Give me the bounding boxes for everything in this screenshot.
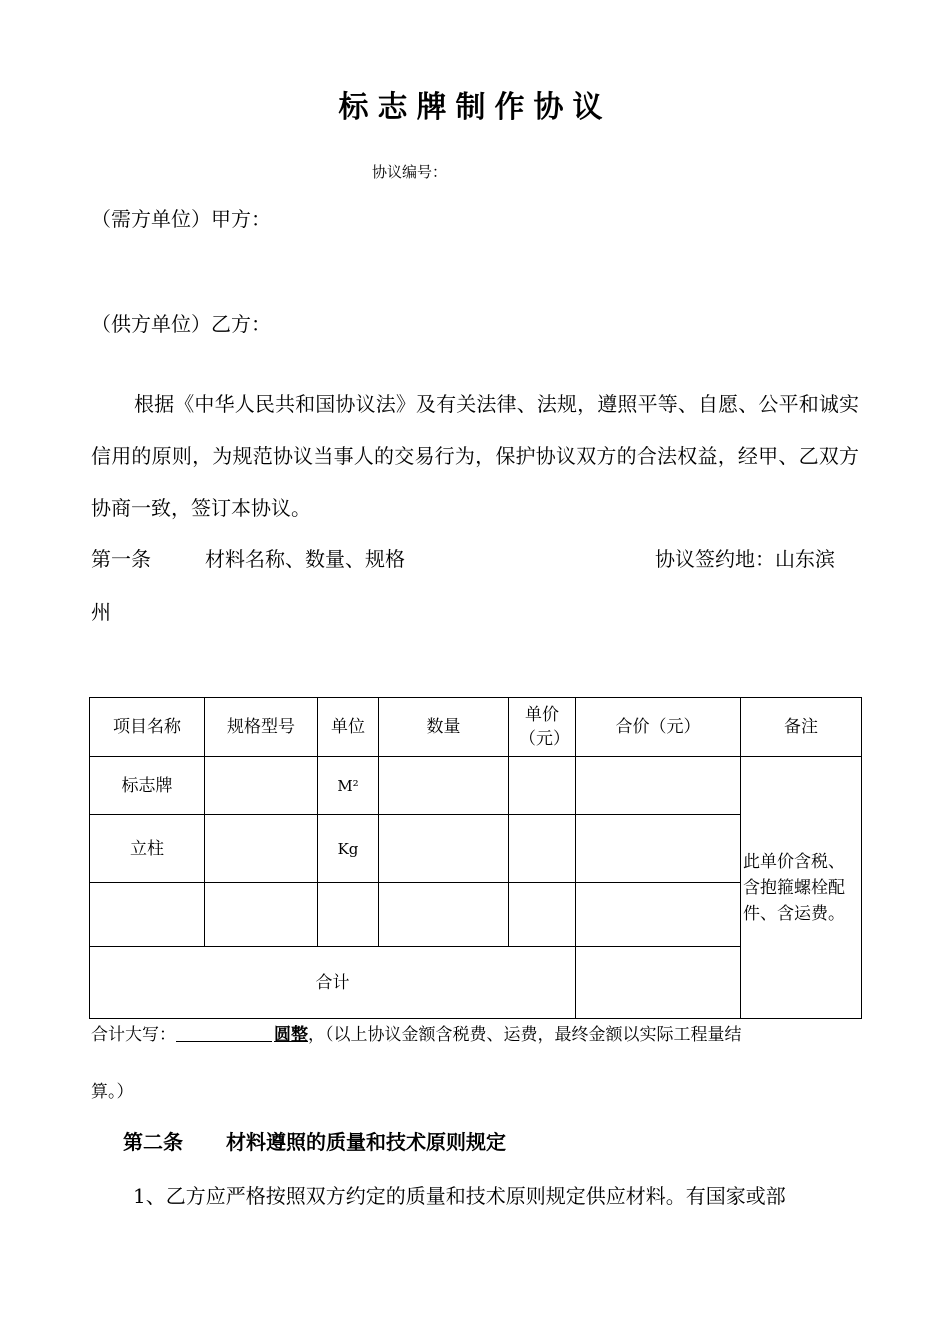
table-cell xyxy=(90,883,205,947)
table-cell xyxy=(205,757,318,815)
total-caps-label: 合计大写： xyxy=(91,1025,176,1045)
table-cell xyxy=(576,757,741,815)
total-caps-blank xyxy=(176,1025,272,1042)
table-cell xyxy=(205,815,318,883)
table-cell xyxy=(318,883,379,947)
total-value-cell xyxy=(576,947,741,1019)
table-cell: Kg xyxy=(318,815,379,883)
total-caps-suffix: 圆整 xyxy=(274,1025,308,1045)
agreement-number-label: 协议编号： xyxy=(372,163,448,181)
materials-table xyxy=(89,697,862,1019)
table-cell xyxy=(379,883,509,947)
signing-place-line2: 州 xyxy=(91,600,111,624)
article1-heading: 第一条 xyxy=(91,547,151,571)
table-cell xyxy=(379,815,509,883)
table-cell: 标志牌 xyxy=(90,757,205,815)
article2-heading: 第二条 xyxy=(123,1130,183,1154)
table-cell: 立柱 xyxy=(90,815,205,883)
table-header-row xyxy=(90,698,862,757)
document-title: 标志牌制作协议 xyxy=(338,90,612,125)
table-cell xyxy=(509,883,576,947)
table-cell xyxy=(509,757,576,815)
party-a-label: （需方单位）甲方： xyxy=(91,207,271,231)
header-cell: 单价（元） xyxy=(509,698,576,757)
table-cell xyxy=(576,815,741,883)
total-label: 合计 xyxy=(90,947,576,1019)
header-cell: 合价（元） xyxy=(576,698,741,757)
party-b-label: （供方单位）乙方： xyxy=(91,312,271,336)
header-cell: 数量 xyxy=(379,698,509,757)
table-cell xyxy=(576,883,741,947)
table-cell xyxy=(205,883,318,947)
signing-place-line1: 协议签约地：山东滨 xyxy=(655,547,835,571)
header-cell: 备注 xyxy=(741,698,862,757)
total-caps-note: ，（以上协议金额含税费、运费，最终金额以实际工程量结 xyxy=(308,1025,742,1045)
table-row xyxy=(90,757,862,815)
table-cell xyxy=(379,757,509,815)
total-caps-note-continued: 算。） xyxy=(91,1082,134,1102)
header-cell: 项目名称 xyxy=(90,698,205,757)
article1-title: 材料名称、数量、规格 xyxy=(205,547,405,571)
remark-cell: 此单价含税、含抱箍螺栓配件、含运费。 xyxy=(741,757,862,1019)
header-cell: 规格型号 xyxy=(205,698,318,757)
total-in-words-line xyxy=(91,1020,742,1045)
table-cell xyxy=(509,815,576,883)
header-cell: 单位 xyxy=(318,698,379,757)
article2-title: 材料遵照的质量和技术原则规定 xyxy=(226,1130,506,1154)
table-cell: M² xyxy=(318,757,379,815)
intro-paragraph: 根据《中华人民共和国协议法》及有关法律、法规，遵照平等、自愿、公平和诚实信用的原则，为规范协议当事人的交易行为，保护协议双方的合法权益，经甲、乙双方协商一致，签订本协议。 xyxy=(91,392,859,520)
article2-item1: 1、乙方应严格按照双方约定的质量和技术原则规定供应材料。有国家或部 xyxy=(133,1184,786,1208)
